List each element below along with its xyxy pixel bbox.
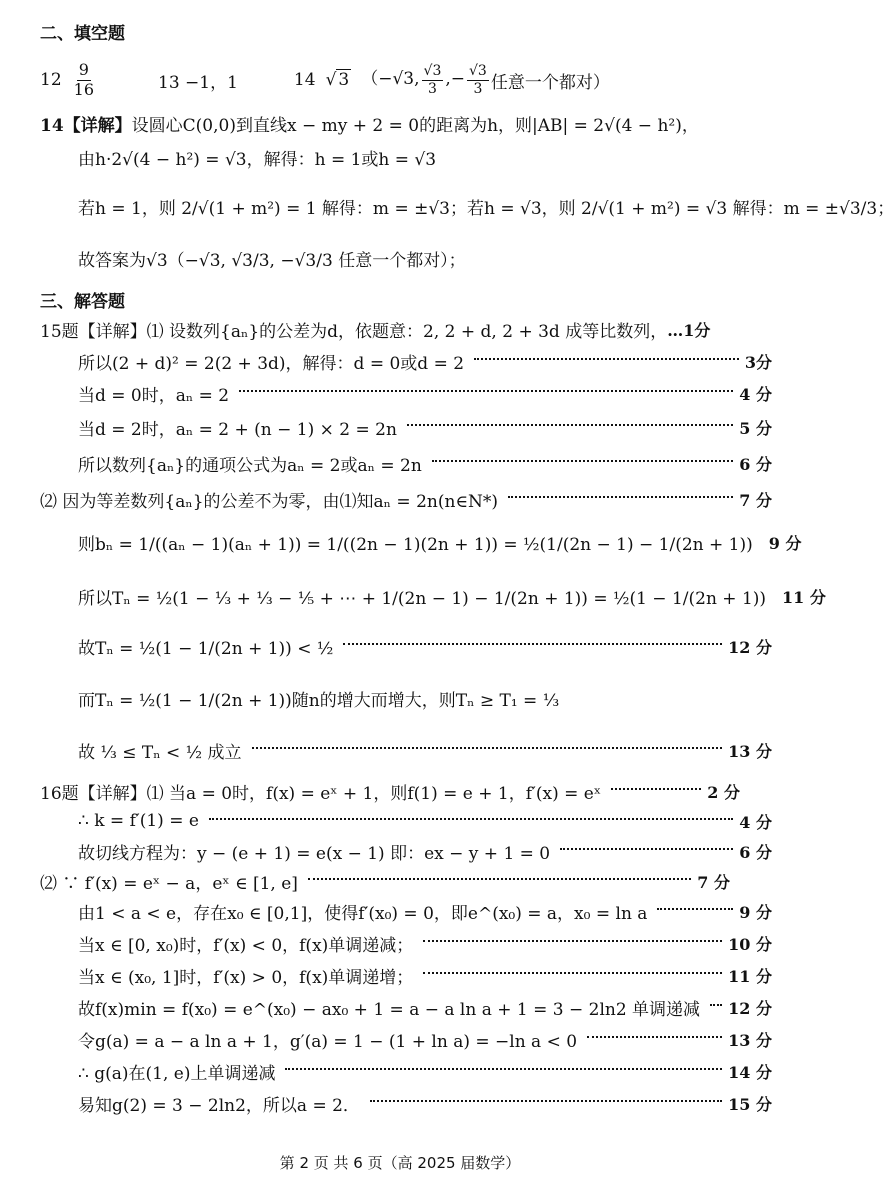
q15-line-7 bbox=[78, 522, 802, 562]
q16-line-10 bbox=[78, 1056, 772, 1086]
score-mark: 15 分 bbox=[728, 1094, 772, 1114]
q14-answer: √ 3 bbox=[325, 70, 350, 90]
score-mark: 11 分 bbox=[782, 587, 826, 607]
q16-line-6 bbox=[78, 928, 772, 958]
score-mark: 7 分 bbox=[697, 872, 730, 892]
q14-detail-line-2: 由h·2√(4 − h²) = √3，解得：h = 1或h = √3 bbox=[78, 149, 437, 170]
q15-line-3 bbox=[78, 378, 772, 408]
q16-line-8 bbox=[78, 992, 772, 1022]
page-footer: 第 2 页 共 6 页（高 2025 届数学） bbox=[279, 1154, 521, 1172]
q16-line-2-text: ∴ k = f′(1) = e bbox=[78, 811, 199, 831]
q15-line-5-text: 所以数列{aₙ}的通项公式为aₙ = 2或aₙ = 2n bbox=[78, 455, 422, 476]
section-title-solutions: 三、解答题 bbox=[40, 291, 125, 312]
q15-line-11-text: 故 ⅓ ≤ Tₙ < ½ 成立 bbox=[78, 742, 242, 763]
score-mark: 10 分 bbox=[728, 934, 772, 954]
q16-line-7 bbox=[78, 960, 772, 990]
q16-line-3-text: 故切线方程为：y − (e + 1) = e(x − 1) 即：ex − y + 1 = 0 bbox=[78, 843, 551, 864]
q16-line-4 bbox=[40, 866, 730, 896]
q15-line-7-text: 则bₙ = 1/((aₙ − 1)(aₙ + 1)) = 1/((2n − 1)(2n + 1)) = ½(1/(2n − 1) − 1/(2n + 1)) bbox=[78, 534, 753, 555]
score-mark: 5 分 bbox=[739, 418, 772, 438]
q16-line-8-text: 故f(x)min = f(x₀) = e^(x₀) − ax₀ + 1 = a − a ln a + 1 = 3 − 2ln2 单调递减 bbox=[78, 999, 701, 1020]
q14-detail-text: 设圆心C(0,0)到直线x − my + 2 = 0的距离为h，则|AB| = 2√(4 − h²)， bbox=[131, 115, 699, 136]
score-mark: …1分 bbox=[667, 320, 711, 340]
q16-line-11 bbox=[78, 1088, 772, 1118]
q14-note: 任意一个都对） bbox=[490, 72, 610, 93]
q12-number: 12 bbox=[40, 70, 62, 90]
score-mark: 4 分 bbox=[739, 812, 772, 832]
q14-detail-line-1 bbox=[40, 108, 800, 138]
score-mark: 13 分 bbox=[728, 1030, 772, 1050]
q15-line-2 bbox=[78, 346, 772, 376]
q15-line-5 bbox=[78, 448, 772, 478]
q15-line-8 bbox=[78, 576, 826, 616]
score-mark: 13 分 bbox=[728, 741, 772, 761]
q15-line-4 bbox=[78, 412, 772, 442]
q16-line-5 bbox=[78, 896, 772, 926]
q15-line-1-text: 15题【详解】⑴ 设数列{aₙ}的公差为d，依题意：2, 2 + d, 2 + 3d 成等比数列， bbox=[40, 321, 668, 342]
q14-detail-label: 14【详解】 bbox=[40, 115, 132, 136]
q16-line-5-text: 由1 < a < e，存在x₀ ∈ [0,1]，使得f′(x₀) = 0，即e^(x₀) = a，x₀ = ln a bbox=[78, 903, 648, 924]
score-mark: 12 分 bbox=[728, 637, 772, 657]
q16-line-3 bbox=[78, 836, 772, 866]
q14-alternatives: （−√3, $\frac{√3}{3}$ ,− $\frac{√3}{3}$ bbox=[361, 63, 487, 97]
q15-line-4-text: 当d = 2时，aₙ = 2 + (n − 1) × 2 = 2n bbox=[78, 419, 397, 440]
q16-line-10-text: ∴ g(a)在(1, e)上单调递减 bbox=[78, 1063, 276, 1084]
q15-line-2-text: 所以(2 + d)² = 2(2 + 3d)，解得：d = 0或d = 2 bbox=[78, 353, 465, 374]
q16-line-7-text: 当x ∈ (x₀, 1]时，f′(x) > 0，f(x)单调递增； bbox=[78, 967, 414, 988]
score-mark: 11 分 bbox=[728, 966, 772, 986]
q16-line-4-text: ⑵ ∵ f′(x) = eˣ − a，eˣ ∈ [1, e] bbox=[40, 873, 298, 894]
score-mark: 6 分 bbox=[739, 842, 772, 862]
q15-line-8-text: 所以Tₙ = ½(1 − ⅓ + ⅓ − ⅕ + ⋯ + 1/(2n − 1) − 1/(2n + 1)) = ½(1 − 1/(2n + 1)) bbox=[78, 588, 767, 609]
score-mark: 6 分 bbox=[739, 454, 772, 474]
q16-line-11-text: 易知g(2) = 3 − 2ln2，所以a = 2． bbox=[78, 1095, 360, 1116]
score-mark: 9 分 bbox=[768, 533, 802, 553]
q14-detail-line-4: 故答案为√3（−√3, √3/3, −√3/3 任意一个都对）； bbox=[78, 250, 466, 271]
q16-line-1-text: 16题【详解】⑴ 当a = 0时，f(x) = eˣ + 1，则f(1) = e + 1，f′(x) = eˣ bbox=[40, 783, 602, 804]
q15-line-9 bbox=[78, 626, 772, 666]
q16-line-6-text: 当x ∈ [0, x₀)时，f′(x) < 0，f(x)单调递减； bbox=[78, 935, 414, 956]
q14-detail-line-3: 若h = 1，则 2/√(1 + m²) = 1 解得：m = ±√3；若h = √3，则 2/√(1 + m²) = √3 解得：m = ±√3/3； bbox=[78, 198, 894, 219]
q15-line-11 bbox=[78, 730, 772, 770]
q15-line-6-text: ⑵ 因为等差数列{aₙ}的公差不为零，由⑴知aₙ = 2n(n∈N*) bbox=[40, 491, 499, 512]
q16-line-1 bbox=[40, 776, 740, 806]
q15-line-1 bbox=[40, 314, 772, 344]
score-mark: 4 分 bbox=[739, 384, 772, 404]
score-mark: 9 分 bbox=[739, 902, 772, 922]
score-mark: 3分 bbox=[744, 352, 772, 372]
score-mark: 7 分 bbox=[739, 490, 772, 510]
score-mark: 12 分 bbox=[728, 998, 772, 1018]
q16-line-9-text: 令g(a) = a − a ln a + 1，g′(a) = 1 − (1 + ln a) = −ln a < 0 bbox=[78, 1031, 578, 1052]
q15-line-6 bbox=[40, 484, 772, 514]
q14-number: 14 bbox=[293, 70, 316, 90]
q16-line-9 bbox=[78, 1024, 772, 1054]
q15-line-10-text: 而Tₙ = ½(1 − 1/(2n + 1))随n的增大而增大，则Tₙ ≥ T₁ = ⅓ bbox=[78, 690, 560, 711]
score-mark: 2 分 bbox=[707, 782, 740, 802]
q15-line-10 bbox=[78, 678, 772, 718]
section-title-fill-in: 二、填空题 bbox=[40, 23, 125, 44]
q12-answer-fraction: $\frac{9}{16}$ bbox=[73, 60, 94, 99]
q13-answer: 13 −1，1 bbox=[158, 72, 238, 93]
answer-row-12-14 bbox=[40, 58, 800, 102]
q16-line-2 bbox=[78, 806, 772, 836]
score-mark: 14 分 bbox=[728, 1062, 772, 1082]
q15-line-9-text: 故Tₙ = ½(1 − 1/(2n + 1)) < ½ bbox=[78, 638, 334, 659]
q15-line-3-text: 当d = 0时，aₙ = 2 bbox=[78, 385, 230, 406]
